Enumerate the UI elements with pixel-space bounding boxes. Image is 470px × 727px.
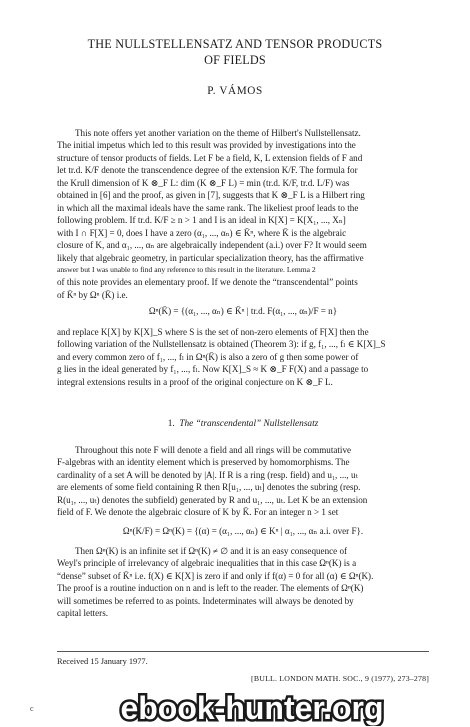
paper-title bbox=[40, 36, 430, 68]
para-line: “dense” subset of K̄ⁿ i.e. f(X) ∈ K[X] is zero if and only if f(α) = 0 for all (α) ∈ Ωⁿ(K). bbox=[57, 570, 374, 581]
section-title: The “transcendental” Nullstellensatz bbox=[179, 419, 319, 429]
display-equation-omega-kbar: Ωⁿ(K̄) = {(α₁, ..., αₙ) ∈ K̄ⁿ | tr.d. F(α₁, ..., αₙ)/F = n} bbox=[148, 306, 338, 316]
para-line: are elements of some field containing R then R[u₁, ..., uₜ] denotes the subring (resp. bbox=[57, 482, 361, 493]
para-line: g lies in the ideal generated by f₁, ..., fₗ. Now K[X]_S ≈ K ⊗_F F(X) and a passage to bbox=[57, 364, 369, 375]
para-line: cardinality of a set A will be denoted by |A|. If R is a ring (resp. field) and u₁, ..., uₜ bbox=[57, 469, 358, 480]
intro-line: following problem. If tr.d. K/F ≥ n > 1 and I is an ideal in K[X] = K[X₁, ..., Xₙ] bbox=[57, 215, 346, 226]
journal-citation: [BULL. LONDON MATH. SOC., 9 (1977), 273–278] bbox=[251, 674, 429, 683]
intro-line: the Krull dimension of K ⊗_F L: dim (K ⊗_F L) = min (tr.d. K/F, tr.d. L/F) was bbox=[57, 177, 350, 188]
author-name: P. VÁMOS bbox=[207, 85, 263, 97]
para-line: F-algebras with an identity element which is preserved by homomorphisms. The bbox=[57, 457, 350, 468]
intro-line: structure of tensor products of fields. Let F be a field, K, L extension fields of F and bbox=[57, 152, 363, 163]
intro-line: This note offers yet another variation on the theme of Hilbert's Nullstellensatz. bbox=[75, 128, 361, 138]
para-line: capital letters. bbox=[57, 608, 109, 619]
watermark-text-graphic bbox=[55, 690, 450, 726]
watermark-text: ebook-hunter.org bbox=[120, 690, 384, 726]
intro-line: of this note provides an elementary proof. If we denote the “transcendental” points bbox=[57, 277, 358, 288]
footnote-divider bbox=[57, 651, 429, 652]
para-line: Then Ωⁿ(K) is an infinite set if Ωⁿ(K) ≠ ∅ and it is an easy consequence of bbox=[75, 546, 348, 556]
intro-line-small: answer but I was unable to find any reference to this result in the literature. Lemma 2 bbox=[57, 264, 316, 274]
received-date: Received 15 January 1977. bbox=[57, 657, 148, 666]
watermark-prefix: c bbox=[30, 704, 34, 713]
intro-line: in which all the maximal ideals have the same rank. The likeliest proof leads to the bbox=[57, 202, 359, 213]
para-line: following variation of the Nullstellensatz is obtained (Theorem 3): if g, f₁, ..., fₗ ∈ K[X]_S bbox=[57, 339, 386, 350]
display-equation-omega-k: Ωⁿ(K/F) = Ωⁿ(K) = {(α) = (α₁, ..., αₙ) ∈ Kⁿ | α₁, ..., αₙ a.i. over F}. bbox=[122, 526, 364, 536]
para-line: field of F. We denote the algebraic closure of K by K̄. For an integer n > 1 set bbox=[57, 507, 339, 518]
paragraph-2 bbox=[57, 326, 429, 388]
intro-line: with I ∩ F[X] = 0, does I have a zero (α₁, ..., αₙ) ∈ K̄ⁿ, where K̄ is the algebraic bbox=[57, 227, 347, 238]
title-line-1: THE NULLSTELLENSATZ AND TENSOR PRODUCTS bbox=[87, 37, 383, 51]
intro-line: The initial impetus which led to this result was provided by investigations into the bbox=[57, 140, 356, 151]
intro-line: let tr.d. K/F denote the transcendence degree of the extension K/F. The formula for bbox=[57, 165, 358, 176]
para-line: will sometimes be referred to as points. Indeterminates will always be denoted by bbox=[57, 595, 354, 606]
para-line: R(u₁, ..., uₜ) denotes the subfield) generated by R and u₁, ..., uₜ. Let K be an extension bbox=[57, 494, 368, 505]
para-line: and every common zero of f₁, ..., fₗ in Ωⁿ(K̄) is also a zero of g then some power of bbox=[57, 351, 359, 362]
watermark-logo bbox=[55, 690, 450, 726]
section-number: 1. bbox=[167, 419, 175, 429]
para-line: Throughout this note F will denote a field and all rings will be commutative bbox=[75, 445, 352, 455]
intro-paragraph bbox=[57, 127, 429, 301]
intro-line: obtained in [6] and the proof, as given in [7], suggests that K ⊗_F L is a Hilbert ring bbox=[57, 190, 365, 201]
para-line: The proof is a routine induction on n and is left to the reader. The elements of Ωⁿ(K) bbox=[57, 583, 364, 594]
paragraph-3 bbox=[57, 444, 429, 519]
paragraph-4 bbox=[57, 545, 429, 620]
para-line: and replace K[X] by K[X]_S where S is the set of non-zero elements of F[X] then the bbox=[57, 327, 369, 337]
intro-line: closure of K, and α₁, ..., αₙ are algebraically independent (a.i.) over F? It would seem bbox=[57, 240, 367, 251]
para-line: Weyl's principle of irrelevancy of algebraic inequalities that in this case Ωⁿ(K) is a bbox=[57, 558, 357, 569]
section-heading bbox=[57, 419, 429, 429]
intro-line: likely that algebraic geometry, in particular specialization theory, has the affirmative bbox=[57, 252, 364, 263]
intro-line: of K̄ⁿ by Ωⁿ (K̄) i.e. bbox=[57, 289, 128, 300]
para-line: integral extensions results in a proof of the original conjecture on K ⊗_F L. bbox=[57, 376, 333, 387]
title-line-2: OF FIELDS bbox=[204, 53, 266, 67]
